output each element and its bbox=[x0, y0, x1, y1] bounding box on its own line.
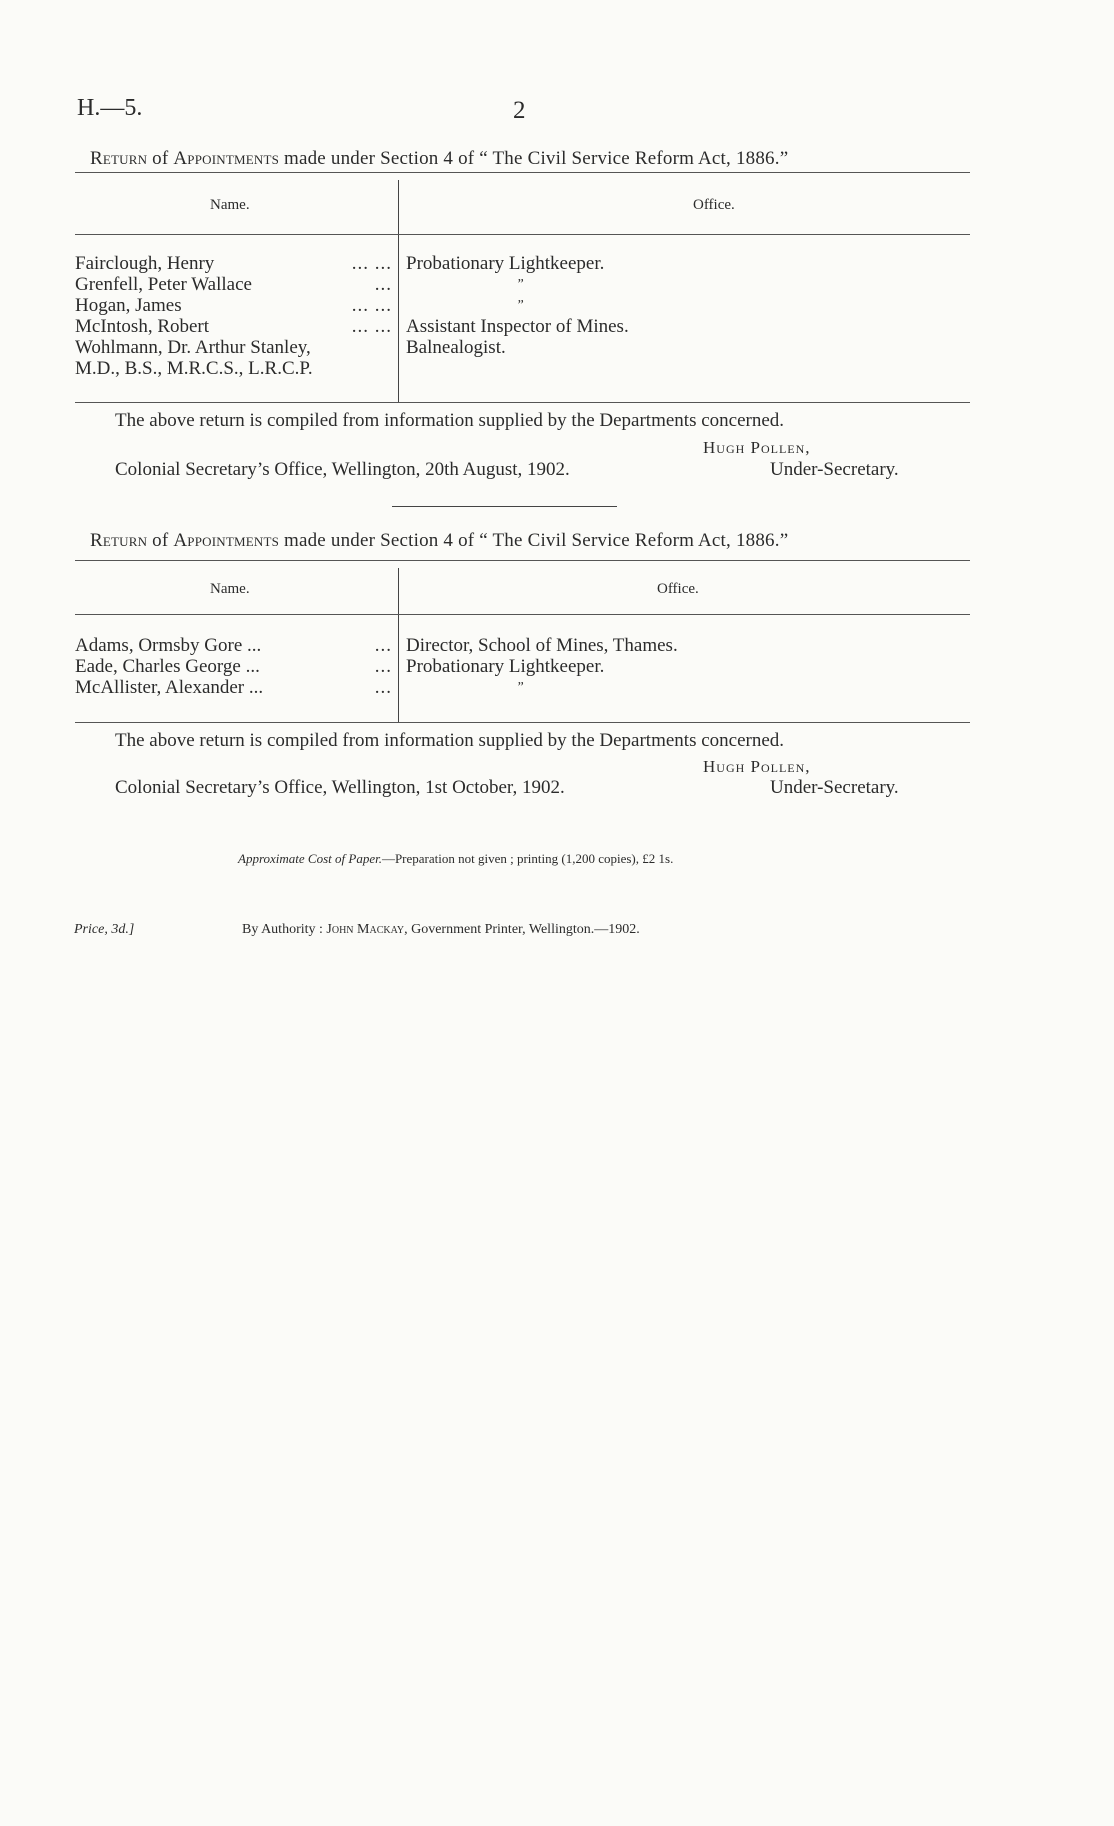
table-row bbox=[75, 656, 970, 677]
by-authority: By Authority : bbox=[242, 922, 327, 937]
header-rule bbox=[75, 234, 970, 235]
title-of: of bbox=[147, 148, 174, 169]
series-number: H.—5. bbox=[77, 95, 143, 121]
table-row bbox=[75, 253, 970, 274]
leader-dots: ... bbox=[374, 656, 392, 677]
title-rest: made under Section 4 of “ The Civil Service Reform Act, 1886.” bbox=[279, 530, 789, 551]
table-bottom-rule bbox=[75, 402, 970, 403]
table-row bbox=[75, 274, 970, 295]
table-bottom-rule bbox=[75, 722, 970, 723]
table-body bbox=[75, 635, 970, 698]
signer-name-2: Hugh Pollen, bbox=[703, 757, 811, 776]
table-body bbox=[75, 253, 970, 379]
price: Price, 3d.] bbox=[74, 922, 135, 937]
leader-dots: ... ... bbox=[351, 295, 392, 316]
appointee-name: McAllister, Alexander ... bbox=[75, 677, 385, 698]
page-number: 2 bbox=[513, 97, 526, 124]
leader-dots: ... bbox=[374, 677, 392, 698]
section-divider bbox=[392, 506, 617, 507]
printer-imprint bbox=[242, 922, 640, 938]
compiled-note-1: The above return is compiled from information supplied by the Departments concerned. bbox=[115, 410, 785, 431]
printer-name: John Mackay bbox=[326, 922, 405, 937]
office-title: Balnealogist. bbox=[406, 337, 506, 358]
cost-note-label: Approximate Cost of Paper. bbox=[238, 851, 382, 866]
office-date-1: Colonial Secretary’s Office, Wellington, 20th August, 1902. bbox=[115, 459, 570, 480]
table-row bbox=[75, 358, 970, 379]
title-rest: made under Section 4 of “ The Civil Service Reform Act, 1886.” bbox=[279, 148, 789, 169]
table-row bbox=[75, 295, 970, 316]
column-header-name: Name. bbox=[210, 581, 250, 597]
cost-note-text: —Preparation not given ; printing (1,200 copies), £2 1s. bbox=[381, 851, 674, 866]
office-title: ” bbox=[516, 680, 524, 695]
office-date-2: Colonial Secretary’s Office, Wellington, 1st October, 1902. bbox=[115, 777, 565, 798]
appointee-name: Wohlmann, Dr. Arthur Stanley, bbox=[75, 337, 385, 358]
return-title-1 bbox=[90, 148, 970, 170]
title-appointments-word: Appointments bbox=[173, 148, 280, 169]
table-row bbox=[75, 677, 970, 698]
column-header-office: Office. bbox=[657, 581, 699, 597]
appointments-table-2 bbox=[75, 560, 970, 722]
printer-rest: , Government Printer, Wellington.—1902. bbox=[404, 922, 640, 937]
signer-title-2: Under-Secretary. bbox=[770, 777, 899, 798]
appointee-name: M.D., B.S., M.R.C.S., L.R.C.P. bbox=[75, 358, 385, 379]
title-appointments-word: Appointments bbox=[173, 530, 280, 551]
title-of: of bbox=[147, 530, 174, 551]
leader-dots: ... ... bbox=[351, 253, 392, 274]
appointments-table-1 bbox=[75, 172, 970, 402]
leader-dots: ... bbox=[374, 635, 392, 656]
office-title: Probationary Lightkeeper. bbox=[406, 656, 605, 677]
office-title: Director, School of Mines, Thames. bbox=[406, 635, 678, 656]
appointee-name: McIntosh, Robert bbox=[75, 316, 385, 337]
appointee-name: Hogan, James bbox=[75, 295, 385, 316]
table-top-rule bbox=[75, 560, 970, 561]
appointee-name: Adams, Ormsby Gore ... bbox=[75, 635, 385, 656]
signer-name-1: Hugh Pollen, bbox=[703, 438, 811, 457]
compiled-note-2: The above return is compiled from information supplied by the Departments concerned. bbox=[115, 730, 785, 751]
office-title: ” bbox=[516, 277, 524, 292]
cost-note bbox=[238, 851, 673, 867]
office-title: ” bbox=[516, 298, 524, 313]
return-title-2 bbox=[90, 530, 970, 552]
column-header-office: Office. bbox=[693, 197, 735, 213]
leader-dots: ... bbox=[374, 274, 392, 295]
signer-title-1: Under-Secretary. bbox=[770, 459, 899, 480]
office-title: Probationary Lightkeeper. bbox=[406, 253, 605, 274]
table-row bbox=[75, 316, 970, 337]
appointee-name: Grenfell, Peter Wallace bbox=[75, 274, 385, 295]
office-title: Assistant Inspector of Mines. bbox=[406, 316, 629, 337]
table-row bbox=[75, 337, 970, 358]
appointee-name: Eade, Charles George ... bbox=[75, 656, 385, 677]
header-rule bbox=[75, 614, 970, 615]
title-return-word: Return bbox=[90, 530, 148, 551]
table-row bbox=[75, 635, 970, 656]
leader-dots: ... ... bbox=[351, 316, 392, 337]
title-return-word: Return bbox=[90, 148, 148, 169]
appointee-name: Fairclough, Henry bbox=[75, 253, 385, 274]
table-top-rule bbox=[75, 172, 970, 173]
column-header-name: Name. bbox=[210, 197, 250, 213]
